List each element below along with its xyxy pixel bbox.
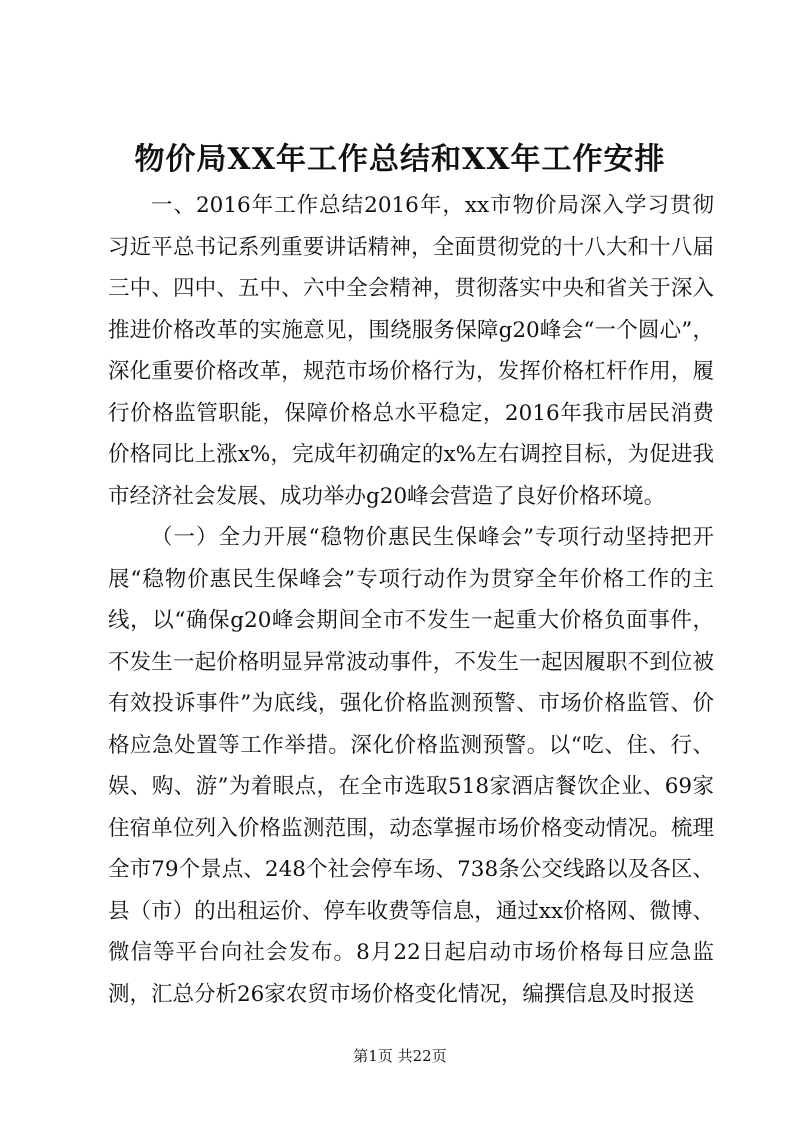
page-footer: 第1页 共22页 xyxy=(353,1047,447,1065)
paragraph-special-action: （一）全力开展“稳物价惠民生保峰会”专项行动坚持把开展“稳物价惠民生保峰会”专项行动作为贯穿全年价格工作的主线，以“确保g20峰会期间全市不发生一起重大价格负面事件，不发生一起价格明显异常波动事件，不发生一起因履职不到位被有效投诉事件”为底线，强化价格监测预警、市场价格监管、价格应急处置等工作举措。深化价格监测预警。以“吃、住、行、娱、购、游”为着眼点，在全市选取518家酒店餐饮企业、69家住宿单位列入价格监测范围，动态掌握市场价格变动情况。梳理全市79个景点、248个社会停车场、738条公交线路以及各区、县（市）的出租运价、停车收费等信息，通过xx价格网、微博、微信等平台向社会发布。8月22日起启动市场价格每日应急监测，汇总分析26家农贸市场价格变化情况，编撰信息及时报送 xyxy=(108,525,714,1007)
document-body xyxy=(108,185,714,1015)
document-title: 物价局XX年工作总结和XX年工作安排 xyxy=(134,142,666,177)
paragraph-summary: 一、2016年工作总结2016年，xx市物价局深入学习贯彻习近平总书记系列重要讲话精神，全面贯彻党的十八大和十八届三中、四中、五中、六中全会精神，贯彻落实中央和省关于深入推进价格改革的实施意见，围绕服务保障g20峰会“一个圆心”，深化重要价格改革，规范市场价格行为，发挥价格杠杆作用，履行价格监管职能，保障价格总水平稳定，2016年我市居民消费价格同比上涨x%，完成年初确定的x%左右调控目标，为促进我市经济社会发展、成功举办g20峰会营造了良好价格环境。 xyxy=(108,193,714,509)
